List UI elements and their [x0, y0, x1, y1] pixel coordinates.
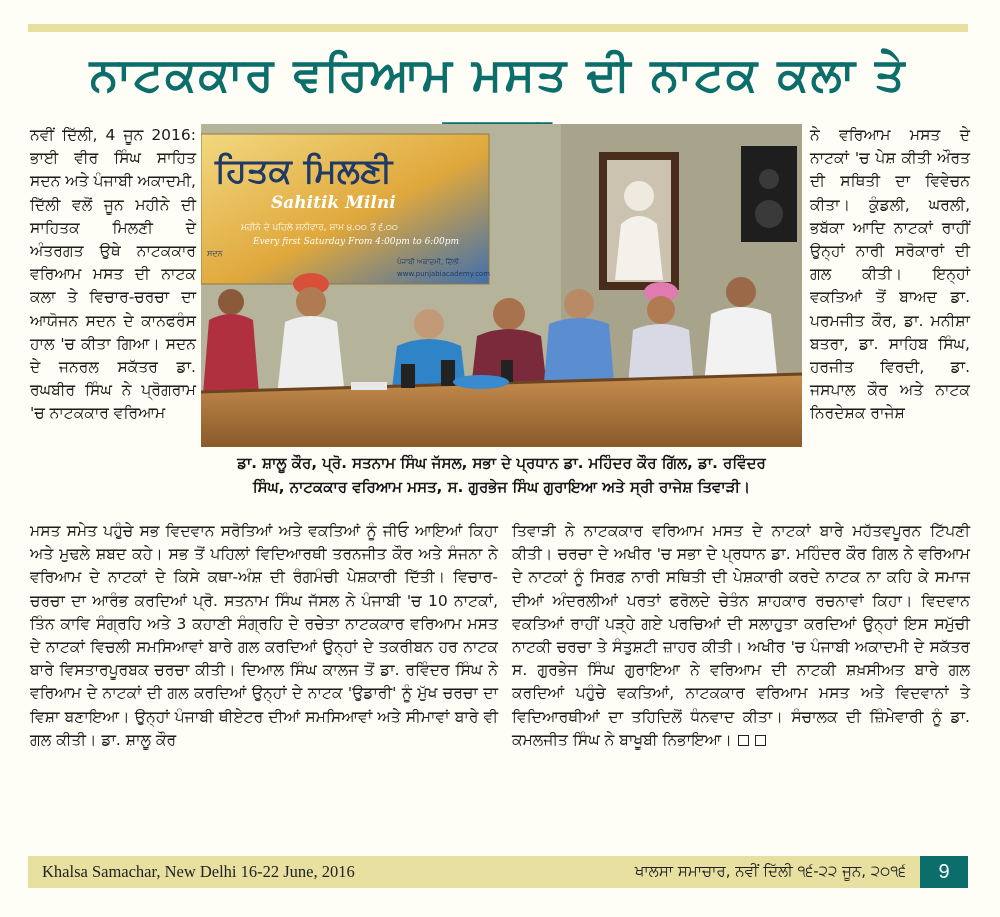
banner-title: ਹਿਤਕ ਮਿਲਣੀ	[215, 151, 393, 191]
banner-subtitle: Sahitik Milni	[271, 193, 396, 213]
article-text: ਨੇ ਵਰਿਆਮ ਮਸਤ ਦੇ ਨਾਟਕਾਂ 'ਚ ਪੇਸ਼ ਕੀਤੀ ਔਰਤ ਦੀ ਸਥਿਤੀ ਦਾ ਵਿਵੇਚਨ ਕੀਤਾ। ਕੁੰਡਲੀ, ਘਰਲੀ, ਭਬੱਕਾ ਆਦਿ ਨਾਟਕਾਂ ਰਾਹੀਂ ਉਨ੍ਹਾਂ ਨਾਰੀ ਸਰੋਕਾਰਾਂ ਦੀ ਗਲ ਕੀਤੀ। ਇਨ੍ਹਾਂ ਵਕਤਿਆਂ ਤੋਂ ਬਾਅਦ ਡਾ. ਪਰਮਜੀਤ ਕੌਰ, ਡਾ. ਮਨੀਸ਼ਾ ਬਤਰਾ, ਡਾ. ਸਾਹਿਬ ਸਿੰਘ, ਹਰਜੀਤ ਵਿਰਦੀ, ਡਾ. ਜਸਪਾਲ ਕੌਰ ਅਤੇ ਨਾਟਕ ਨਿਰਦੇਸ਼ਕ ਰਾਜੇਸ਼	[810, 126, 970, 423]
article-text: ਮਸਤ ਸਮੇਤ ਪਹੁੰਚੇ ਸਭ ਵਿਦਵਾਨ ਸਰੋਤਿਆਂ ਅਤੇ ਵਕਤਿਆਂ ਨੂੰ ਜੀਓ ਆਇਆਂ ਕਿਹਾ ਅਤੇ ਮੁਢਲੇ ਸ਼ਬਦ ਕਹੇ। ਸਭ ਤੋਂ ਪਹਿਲਾਂ ਵਿਦਿਆਰਥੀ ਤਰਨਜੀਤ ਕੌਰ ਅਤੇ ਸੰਜਨਾ ਨੇ ਵਰਿਆਮ ਦੇ ਨਾਟਕਾਂ ਦੇ ਕਿਸੇ ਕਥਾ-ਅੰਸ਼ ਦੀ ਰੰਗਮੰਚੀ ਪੇਸ਼ਕਾਰੀ ਦਿੱਤੀ। ਵਿਚਾਰ-ਚਰਚਾ ਦਾ ਆਰੰਭ ਕਰਦਿਆਂ ਪ੍ਰੋ. ਸਤਨਾਮ ਸਿੰਘ ਜੱਸਲ ਨੇ ਪੰਜਾਬੀ 'ਚ 10 ਨਾਟਕਾਂ, ਤਿੰਨ ਕਾਵਿ ਸੰਗ੍ਰਹਿ ਅਤੇ 3 ਕਹਾਣੀ ਸੰਗ੍ਰਹਿ ਦੇ ਰਚੇਤਾ ਨਾਟਕਕਾਰ ਵਰਿਆਮ ਮਸਤ ਦੇ ਨਾਟਕਾਂ ਵਿਚਲੀ ਸਮਸਿਆਵਾਂ ਬਾਰੇ ਗਲ ਕਰਦਿਆਂ ਉਨ੍ਹਾਂ ਦੇ ਤਕਰੀਬਨ ਹਰ ਨਾਟਕ ਬਾਰੇ ਵਿਸਤਾਰਪੂਰਬਕ ਚਰਚਾ ਕੀਤੀ। ਦਿਆਲ ਸਿੰਘ ਕਾਲਜ ਤੋਂ ਡਾ. ਰਵਿੰਦਰ ਸਿੰਘ ਨੇ ਵਰਿਆਮ ਦੇ ਨਾਟਕਾਂ ਦੀ ਗਲ ਕਰਦਿਆਂ ਉਨ੍ਹਾਂ ਦੇ ਨਾਟਕ 'ਉਡਾਰੀ' ਨੂੰ ਮੁੱਖ ਚਰਚਾ ਦਾ ਵਿਸ਼ਾ ਬਣਾਇਆ। ਉਨ੍ਹਾਂ ਪੰਜਾਬੀ ਥੀਏਟਰ ਦੀਆਂ ਸਮਸਿਆਵਾਂ ਅਤੇ ਸੀਮਾਵਾਂ ਬਾਰੇ ਵੀ ਗਲ ਕੀਤੀ। ਡਾ. ਸ਼ਾਲੂ ਕੌਰ	[30, 522, 498, 749]
article-bottom-right-column	[512, 520, 970, 752]
article-text	[512, 520, 970, 752]
caption-line-1: ਡਾ. ਸ਼ਾਲੂ ਕੌਰ, ਪ੍ਰੋ. ਸਤਨਾਮ ਸਿੰਘ ਜੱਸਲ, ਸਭਾ ਦੇ ਪ੍ਰਧਾਨ ਡਾ. ਮਹਿੰਦਰ ਕੌਰ ਗਿੱਲ, ਡਾ. ਰਵਿੰਦਰ	[237, 454, 766, 472]
article-text: ਨਵੀਂ ਦਿੱਲੀ, 4 ਜੂਨ 2016: ਭਾਈ ਵੀਰ ਸਿੰਘ ਸਾਹਿਤ ਸਦਨ ਅਤੇ ਪੰਜਾਬੀ ਅਕਾਦਮੀ, ਦਿੱਲੀ ਵਲੋਂ ਜੂਨ ਮਹੀਨੇ ਦੀ ਸਾਹਿਤਕ ਮਿਲਣੀ ਦੇ ਅੰਤਰਗਤ ਉਥੇ ਨਾਟਕਕਾਰ ਵਰਿਆਮ ਮਸਤ ਦੀ ਨਾਟਕ ਕਲਾ ਤੇ ਵਿਚਾਰ-ਚਰਚਾ ਦਾ ਆਯੋਜਨ ਸਦਨ ਦੇ ਕਾਨਫਰੰਸ ਹਾਲ 'ਚ ਕੀਤਾ ਗਿਆ। ਸਦਨ ਦੇ ਜਨਰਲ ਸਕੱਤਰ ਡਾ. ਰਘਬੀਰ ਸਿੰਘ ਨੇ ਪ੍ਰੋਗਰਾਮ 'ਚ ਨਾਟਕਕਾਰ ਵਰਿਆਮ	[30, 126, 196, 423]
end-mark-icon	[755, 735, 766, 746]
article-bottom-left-column	[30, 520, 498, 752]
banner-url: www.punjabiacademy.com	[397, 270, 491, 278]
top-rule	[28, 24, 968, 32]
banner-org: ਪੰਜਾਬੀ ਅਕਾਦਮੀ, ਦਿੱਲੀ	[397, 258, 460, 266]
footer-right-text: ਖਾਲਸਾ ਸਮਾਚਾਰ, ਨਵੀਂ ਦਿੱਲੀ ੧੬-੨੨ ਜੂਨ, ੨੦੧੬	[634, 862, 906, 880]
article-left-column	[30, 124, 196, 426]
footer-band	[28, 856, 968, 888]
event-photo	[201, 124, 802, 447]
article-text-span: ਤਿਵਾੜੀ ਨੇ ਨਾਟਕਕਾਰ ਵਰਿਆਮ ਮਸਤ ਦੇ ਨਾਟਕਾਂ ਬਾਰੇ ਮਹੱਤਵਪੂਰਨ ਟਿੱਪਣੀ ਕੀਤੀ। ਚਰਚਾ ਦੇ ਅਖੀਰ 'ਚ ਸਭਾ ਦੇ ਪ੍ਰਧਾਨ ਡਾ. ਮਹਿੰਦਰ ਕੌਰ ਗਿਲ ਨੇ ਵਰਿਆਮ ਦੇ ਨਾਟਕਾਂ ਨੂੰ ਸਿਰਫ਼ ਨਾਰੀ ਸਥਿਤੀ ਦੀ ਪੇਸ਼ਕਾਰੀ ਕਰਦੇ ਨਾਟਕ ਨਾ ਕਹਿ ਕੇ ਸਮਾਜ ਦੀਆਂ ਅੰਦਰਲੀਆਂ ਪਰਤਾਂ ਫਰੋਲਦੇ ਚੇਤੰਨ ਸ਼ਾਹਕਾਰ ਰਚਨਾਵਾਂ ਕਿਹਾ। ਵਿਦਵਾਨ ਵਕਤਿਆਂ ਰਾਹੀਂ ਪੜ੍ਹੇ ਗਏ ਪਰਚਿਆਂ ਦੀ ਸਲਾਹੁਤਾ ਕਰਦਿਆਂ ਉਨ੍ਹਾਂ ਇਸ ਸਮੁੱਚੀ ਨਾਟਕੀ ਚਰਚਾ ਤੇ ਸੰਤੁਸ਼ਟੀ ਜ਼ਾਹਰ ਕੀਤੀ। ਅਖੀਰ 'ਚ ਪੰਜਾਬੀ ਅਕਾਦਮੀ ਦੇ ਸਕੱਤਰ ਸ. ਗੁਰਭੇਜ ਸਿੰਘ ਗੁਰਾਇਆ ਨੇ ਵਰਿਆਮ ਦੀ ਨਾਟਕੀ ਸ਼ਖ਼ਸੀਅਤ ਬਾਰੇ ਗਲ ਕਰਦਿਆਂ ਪਹੁੰਚੇ ਵਕਤਿਆਂ, ਨਾਟਕਕਾਰ ਵਰਿਆਮ ਮਸਤ ਅਤੇ ਵਿਦਵਾਨਾਂ ਤੇ ਵਿਦਿਆਰਥੀਆਂ ਦਾ ਤਹਿਦਿਲੋਂ ਧੰਨਵਾਦ ਕੀਤਾ। ਸੰਚਾਲਕ ਦੀ ਜ਼ਿੰਮੇਵਾਰੀ ਨੂੰ ਡਾ. ਕਮਲਜੀਤ ਸਿੰਘ ਨੇ ਬਾਖੂਬੀ ਨਿਭਾਇਆ।	[512, 522, 970, 749]
caption-line-2: ਸਿੰਘ, ਨਾਟਕਕਾਰ ਵਰਿਆਮ ਮਸਤ, ਸ. ਗੁਰਭੇਜ ਸਿੰਘ ਗੁਰਾਇਆ ਅਤੇ ਸ੍ਰੀ ਰਾਜੇਸ਼ ਤਿਵਾੜੀ।	[252, 478, 751, 496]
article-right-column	[810, 124, 970, 426]
banner-left-fragment: ਸਦਨ	[207, 249, 223, 258]
headline: ਨਾਟਕਕਾਰ ਵਰਿਆਮ ਮਸਤ ਦੀ ਨਾਟਕ ਕਲਾ ਤੇ	[89, 47, 907, 101]
photo-caption	[201, 451, 802, 513]
page-number: 9	[920, 856, 968, 888]
banner-line-2: Every first Saturday From 4:00pm to 6:00pm	[253, 237, 460, 247]
event-photo-drawing	[201, 124, 802, 447]
footer-left-text: Khalsa Samachar, New Delhi 16-22 June, 2016	[42, 862, 355, 881]
banner-line-1: ਮਹੀਨੇ ਦੇ ਪਹਿਲੇ ਸ਼ਨੀਵਾਰ, ਸ਼ਾਮ ੪.੦੦ ਤੋਂ ੬.੦੦	[241, 223, 398, 233]
end-mark-icon	[738, 735, 749, 746]
